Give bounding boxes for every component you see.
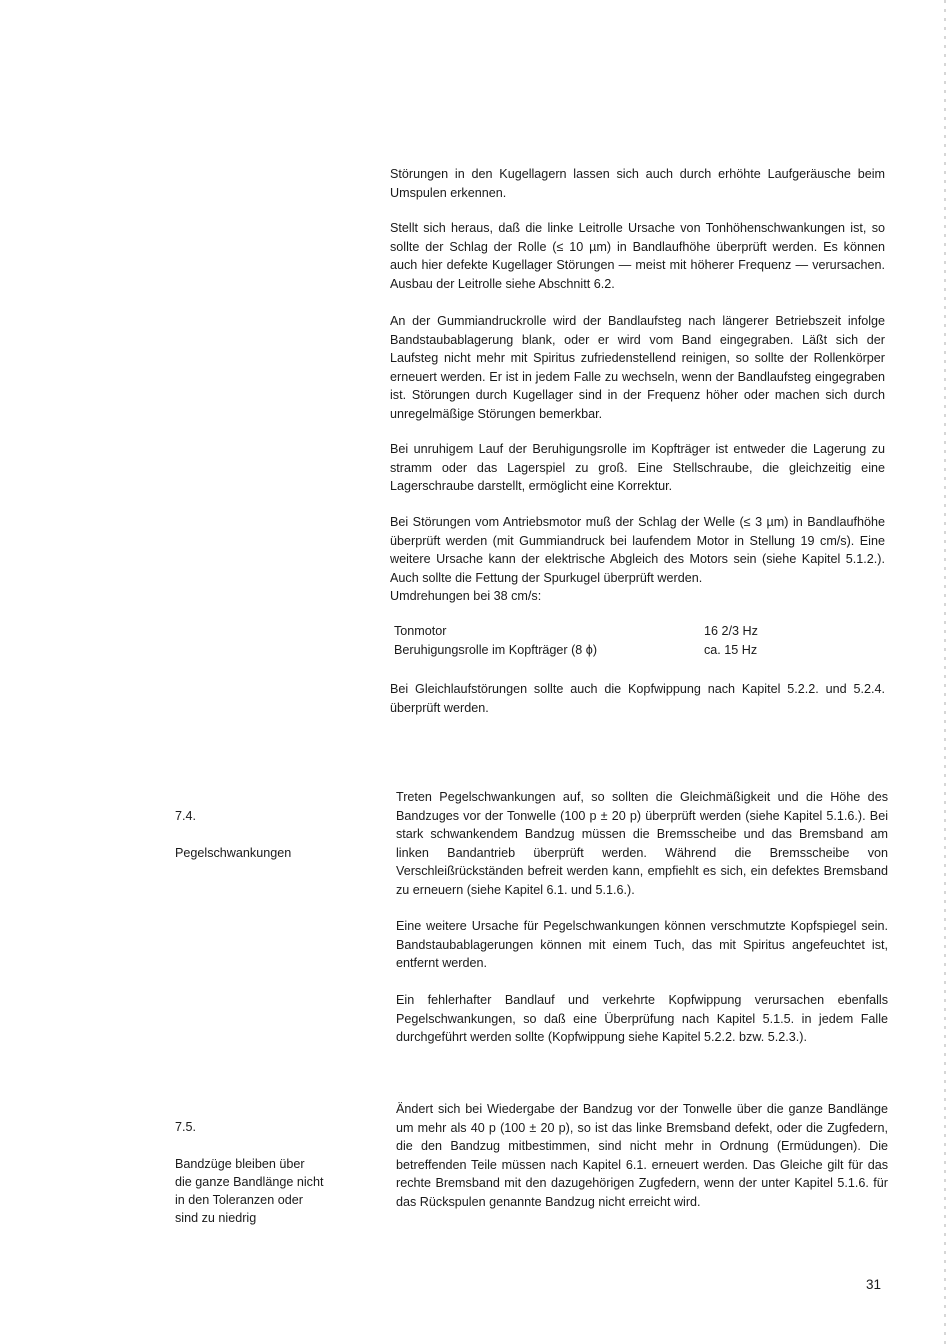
paragraph-tape-tension: Ändert sich bei Wiedergabe der Bandzug vor der Tonwelle über die ganze Bandlänge um mehr als 40 p (100 ± 20 p), so ist das linke Bremsband defekt, oder die Zugfedern, die den Bandzug mitbestimmen, sind nicht mehr in Ordnung (Ermüdungen). Die betreffenden Teile müssen nach Kapitel 6.1. erneuert werden. Das Gleiche gilt für das rechte Bremsband mit den dazugehörigen Zugfedern, wenn der unter Kapitel 5.1.6. für das Rückspulen genannte Bandzug nicht erreicht wird. — [396, 1102, 888, 1209]
table-label: Beruhigungsrolle im Kopfträger (8 ϕ) — [394, 643, 598, 657]
section-number: 7.5. — [175, 1120, 197, 1135]
paragraph-head-rocker: Bei Gleichlaufstörungen sollte auch die Kopfwippung nach Kapitel 5.2.2. und 5.2.4. überprüft werden. — [390, 682, 885, 715]
paragraph-pinch-roller: An der Gummiandruckrolle wird der Bandlaufsteg nach längerer Betriebszeit infolge Bandstaubablagerung blank, oder er wird vom Band eingegraben. Läßt sich der Laufsteg nicht mehr mit Spiritus zufriedenstellend reinigen, so sollte der Rollenkörper erneuert werden. Er ist in jedem Falle zu wechseln, wenn der Bandlaufsteg eingegraben ist. Störungen durch Kugellager sind in der Frequenz höher oder machen sich durch unregelmäßige Störungen bemerkbar. — [390, 314, 885, 421]
table-value: 16 2/3 Hz — [704, 624, 758, 638]
paragraph-bearing-noise: Störungen in den Kugellagern lassen sich auch durch erhöhte Laufgeräusche beim Umspulen erkennen. — [390, 167, 885, 200]
section-title: Bandzüge bleiben über die ganze Bandlänge nicht in den Toleranzen oder sind zu niedrig — [175, 1156, 324, 1226]
page-number: 31 — [866, 1277, 882, 1292]
table-label: Tonmotor — [394, 624, 447, 638]
scan-edge-divider — [944, 0, 946, 1344]
section-7-5-heading — [175, 1100, 375, 1246]
section-7-4-heading — [175, 789, 375, 880]
section-number: 7.4. — [175, 809, 197, 824]
table-value: ca. 15 Hz — [704, 643, 758, 657]
table-row — [394, 624, 814, 643]
paragraph-head-mirrors: Eine weitere Ursache für Pegelschwankungen können verschmutzte Kopfspiegel sein. Bandstaubablagerungen können mit einem Tuch, das mit Spiritus angefeuchtet ist, entfernt werden. — [396, 919, 888, 971]
paragraph-tape-path: Ein fehlerhafter Bandlauf und verkehrte Kopfwippung verursachen ebenfalls Pegelschwankungen, so daß eine Überprüfung nach Kapitel 5.1.5. in jedem Falle durchgeführt werden sollte (Kopfwippung siehe Kapitel 5.2.2. bzw. 5.2.3.). — [396, 993, 888, 1045]
rotation-speed-table — [394, 624, 814, 662]
table-row — [394, 643, 814, 662]
paragraph-drive-motor: Bei Störungen vom Antriebsmotor muß der Schlag der Welle (≤ 3 µm) in Bandlaufhöhe überprüft werden (mit Gummiandruck bei laufendem Motor in Stellung 19 cm/s). Eine weitere Ursache kann der elektrische Abgleich des Motors sein (siehe Kapitel 5.1.2.). Auch sollte die Fettung der Spurkugel überprüft werden. Umdrehungen bei 38 cm/s: — [390, 515, 885, 604]
paragraph-guide-roller: Stellt sich heraus, daß die linke Leitrolle Ursache von Tonhöhenschwankungen ist, so sollte der Schlag der Rolle (≤ 10 µm) in Bandlaufhöhe überprüft werden. Es können auch hier defekte Kugellager Störungen — meist mit höherer Frequenz — verursachen. Ausbau der Leitrolle siehe Abschnitt 6.2. — [390, 221, 885, 291]
section-title: Pegelschwankungen — [175, 845, 292, 860]
paragraph-damping-roller: Bei unruhigem Lauf der Beruhigungsrolle im Kopfträger ist entweder die Lagerung zu stramm oder das Lagerspiel zu groß. Eine Stellschraube, die gleichzeitig eine Lagerschraube darstellt, ermöglicht eine Korrektur. — [390, 442, 885, 494]
paragraph-level-fluctuations: Treten Pegelschwankungen auf, so sollten die Gleichmäßigkeit und die Höhe des Bandzuges vor der Tonwelle (100 p ± 20 p) überprüft werden (siehe Kapitel 5.1.6.). Bei stark schwankendem Bandzug müssen die Bremsscheibe und das Bremsband am linken Bandantrieb überprüft werden. Während die Bremsscheibe von Verschleißrückständen befreit werden kann, empfiehlt es sich, ein defektes Bremsband zu erneuern (siehe Kapitel 6.1. und 5.1.6.). — [396, 790, 888, 897]
